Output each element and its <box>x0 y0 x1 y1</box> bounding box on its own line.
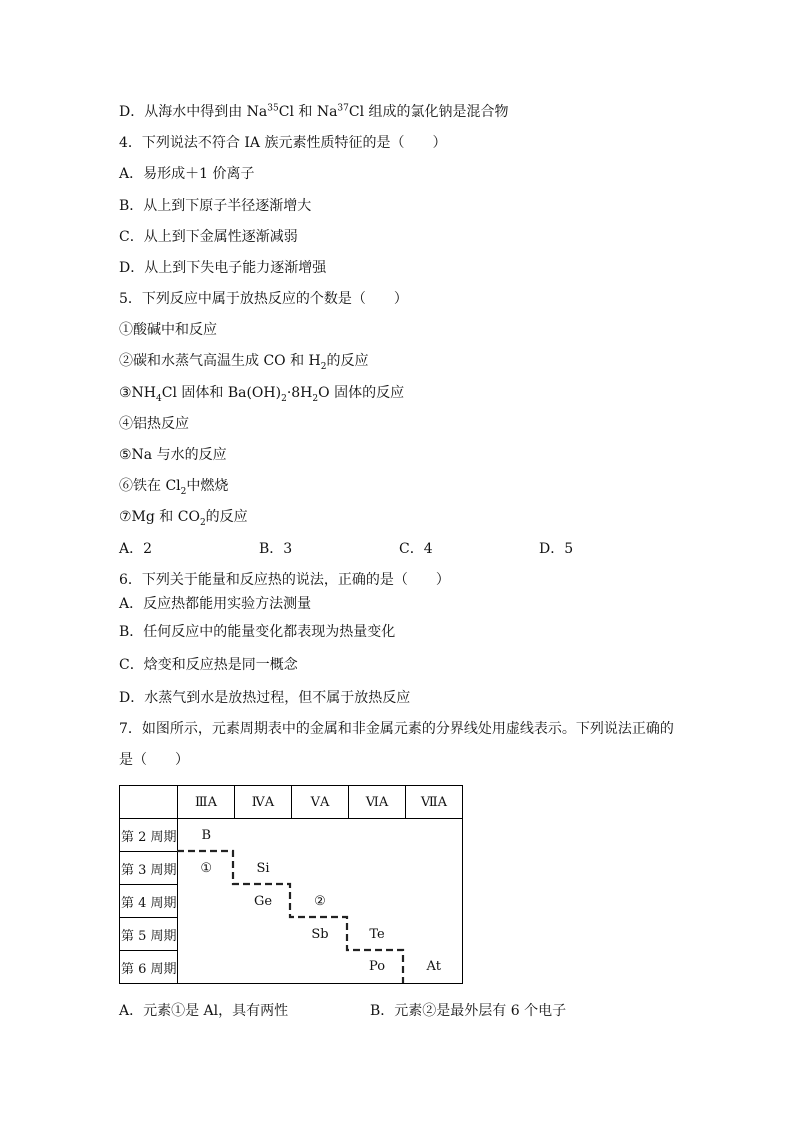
isotope-mass-37: 37 <box>337 103 349 114</box>
subscript: 2 <box>199 517 206 528</box>
element-cell <box>349 852 406 885</box>
q5-item-6 <box>119 477 228 495</box>
element-cell <box>292 852 349 885</box>
q5-option-d: D．5 <box>539 541 574 557</box>
element-cell <box>406 819 463 852</box>
q5-options <box>119 540 679 558</box>
q7-option-a: A．元素①是 Al，具有两性 <box>119 1003 289 1019</box>
q6-option-c: C．焓变和反应热是同一概念 <box>119 657 298 673</box>
q5-item-3-text-d: O 固体的反应 <box>318 385 405 401</box>
element-cell <box>178 885 235 918</box>
q3-option-d <box>119 103 509 121</box>
q5-item-3-text-a: ③NH <box>119 385 157 401</box>
q4-stem: 4．下列说法不符合 IA 族元素性质特征的是（ ） <box>119 135 447 151</box>
q5-item-3 <box>119 384 404 402</box>
q5-item-3-text-c: ·8H <box>286 385 313 401</box>
q4-option-c: C．从上到下金属性逐渐减弱 <box>119 229 298 245</box>
group-header: ⅥA <box>349 786 406 819</box>
q3-option-d-text-2: Cl 和 Na <box>278 104 338 120</box>
q3-option-d-text-3: Cl 组成的氯化钠是混合物 <box>348 104 509 120</box>
q6-option-a: A．反应热都能用实验方法测量 <box>119 596 312 612</box>
element-cell: ① <box>200 860 213 876</box>
element-cell: Ge <box>253 893 273 909</box>
period-label: 第 5 周期 <box>120 918 178 951</box>
period-label: 第 4 周期 <box>120 885 178 918</box>
table-corner <box>120 786 178 819</box>
element-cell <box>235 819 292 852</box>
element-cell <box>349 885 406 918</box>
q7-stem-line-2: 是（ ） <box>119 752 189 768</box>
group-header: ⅣA <box>235 786 292 819</box>
element-cell: B <box>201 827 212 843</box>
element-cell <box>178 918 235 951</box>
group-header: ⅦA <box>406 786 463 819</box>
q5-item-2-text: ②碳和水蒸气高温生成 CO 和 H <box>119 353 321 369</box>
q5-stem: 5．下列反应中属于放热反应的个数是（ ） <box>119 291 408 307</box>
q6-option-b: B．任何反应中的能量变化都表现为热量变化 <box>119 624 396 640</box>
period-label: 第 2 周期 <box>120 819 178 852</box>
subscript: 2 <box>312 393 319 404</box>
subscript: 2 <box>180 486 187 497</box>
q4-option-d: D．从上到下失电子能力逐渐增强 <box>119 260 327 276</box>
element-cell: Sb <box>311 926 329 942</box>
q5-option-b: B．3 <box>259 541 293 557</box>
element-cell <box>292 951 349 984</box>
q5-item-4: ④铝热反应 <box>119 416 189 432</box>
element-cell <box>292 819 349 852</box>
element-cell: ② <box>314 893 326 909</box>
q7-option-b: B．元素②是最外层有 6 个电子 <box>370 1003 567 1019</box>
q5-item-3-text-b: Cl 固体和 Ba(OH) <box>161 385 282 401</box>
q5-item-2 <box>119 352 368 370</box>
element-cell <box>235 951 292 984</box>
q5-item-7-text: ⑦Mg 和 CO <box>119 509 200 525</box>
periodic-table-fragment <box>119 785 463 984</box>
q5-option-c: C．4 <box>399 541 433 557</box>
q4-option-b: B．从上到下原子半径逐渐增大 <box>119 198 312 214</box>
q6-option-d: D．水蒸气到水是放热过程，但不属于放热反应 <box>119 690 411 706</box>
subscript: 4 <box>156 393 162 404</box>
q7-stem-line-1: 7．如图所示，元素周期表中的金属和非金属元素的分界线处用虚线表示。下列说法正确的 <box>119 721 674 737</box>
element-cell <box>235 918 292 951</box>
q5-item-6-text-end: 中燃烧 <box>186 478 229 494</box>
period-label: 第 6 周期 <box>120 951 178 984</box>
q7-options <box>119 1002 679 1020</box>
q5-item-7 <box>119 508 248 526</box>
q4-option-a: A．易形成＋1 价离子 <box>119 166 255 182</box>
element-cell: Si <box>256 860 270 876</box>
element-cell <box>349 819 406 852</box>
q5-item-5: ⑤Na 与水的反应 <box>119 447 227 463</box>
element-cell <box>406 918 463 951</box>
subscript: 2 <box>320 361 327 372</box>
isotope-mass-35: 35 <box>267 103 279 114</box>
element-cell: Te <box>369 926 385 942</box>
element-cell: At <box>406 951 463 984</box>
q5-item-7-text-end: 的反应 <box>205 509 248 525</box>
period-label: 第 3 周期 <box>120 852 178 885</box>
element-cell <box>178 951 235 984</box>
subscript: 2 <box>281 393 287 404</box>
q6-stem: 6．下列关于能量和反应热的说法，正确的是（ ） <box>119 572 450 588</box>
element-cell <box>406 852 463 885</box>
element-cell: Po <box>349 951 406 984</box>
element-cell <box>406 885 463 918</box>
q5-item-2-text-end: 的反应 <box>326 353 369 369</box>
q3-option-d-text-1: D．从海水中得到由 Na <box>119 104 268 120</box>
q5-option-a: A．2 <box>119 541 153 557</box>
q5-item-1: ①酸碱中和反应 <box>119 322 217 338</box>
group-header: ⅢA <box>178 786 235 819</box>
q5-item-6-text: ⑥铁在 Cl <box>119 478 181 494</box>
group-header: ⅤA <box>292 786 349 819</box>
